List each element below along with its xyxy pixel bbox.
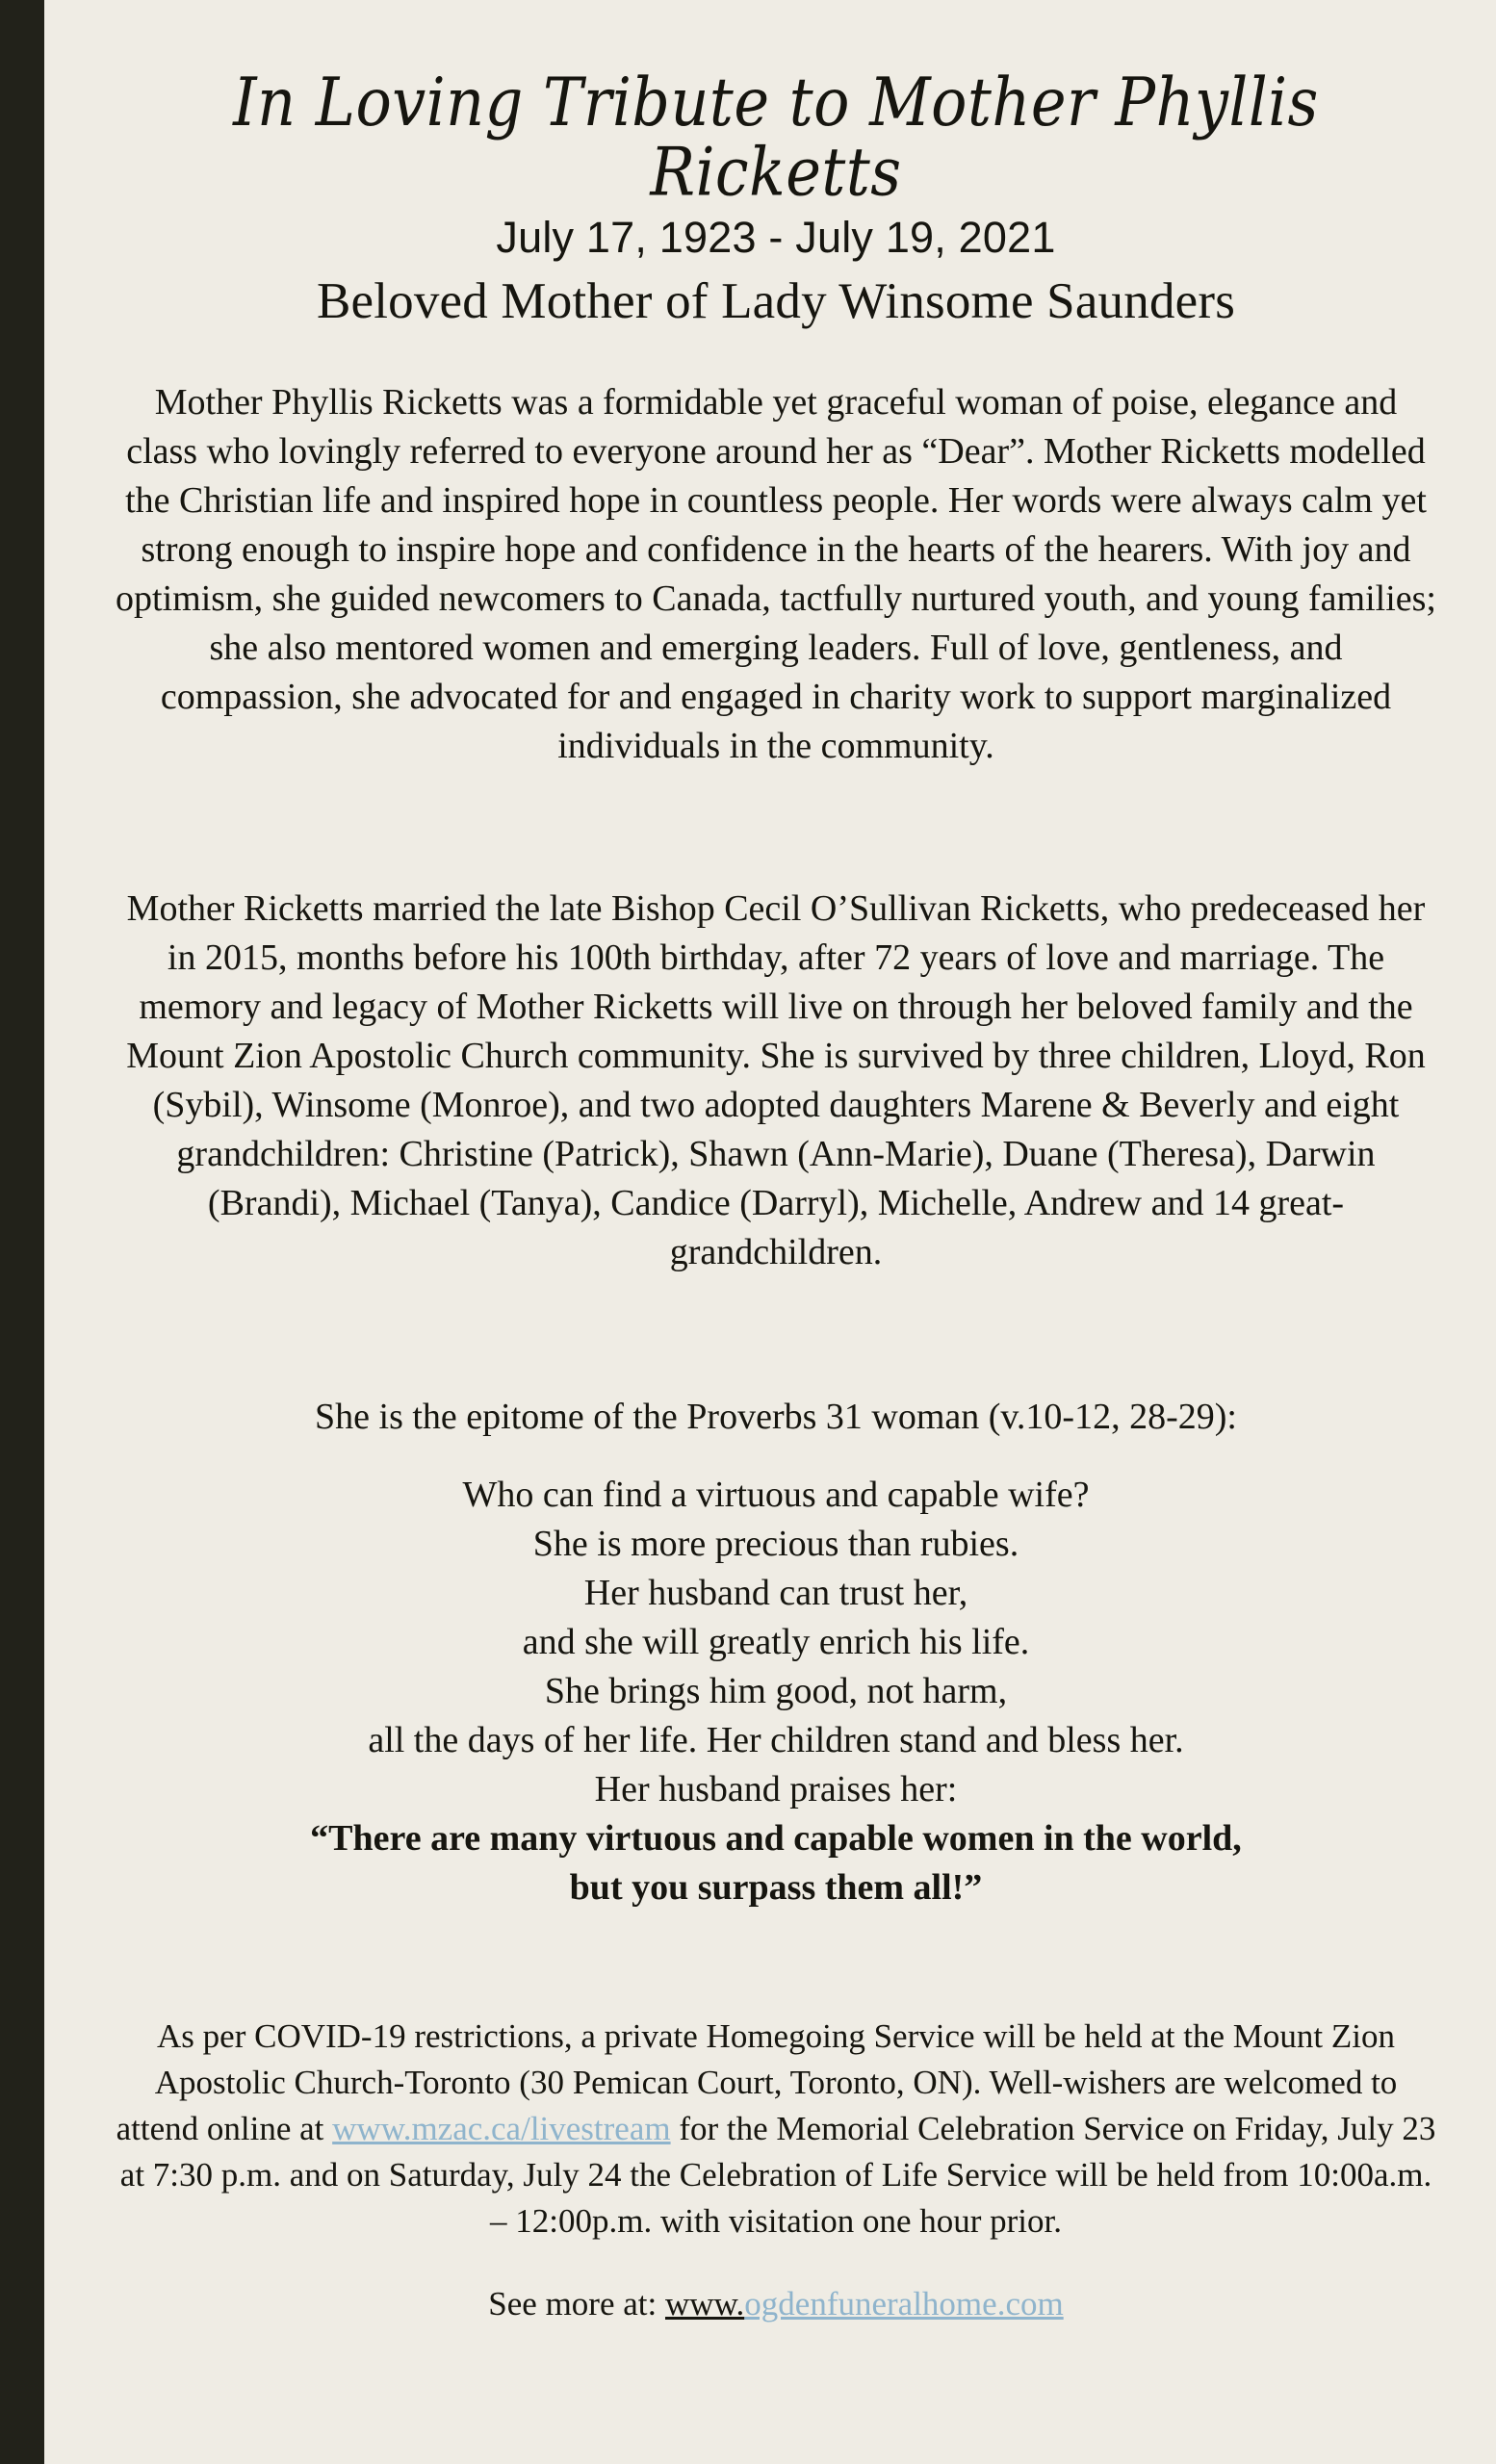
verse-line: Her husband praises her:	[594, 1769, 958, 1810]
tribute-content	[56, 0, 1496, 2464]
service-notice	[116, 2014, 1436, 2245]
see-more-line	[116, 2245, 1436, 2327]
verse-line: She brings him good, not harm,	[544, 1671, 1008, 1712]
funeral-home-link[interactable]: ogdenfuneralhome.com	[744, 2285, 1064, 2323]
left-band-spacer	[44, 0, 56, 2464]
verse-line: Who can find a virtuous and capable wife?	[462, 1475, 1090, 1516]
verse-line: Her husband can trust her,	[583, 1573, 968, 1614]
service-notice-part1: As per COVID-19 restrictions, a private Homegoing Service will be held at the Mount Zion Apostolic Church-Toronto (30 Pemican Court, Toronto, ON). Well-wishers are welcomed to attend online at	[116, 2017, 1398, 2148]
left-decorative-band	[0, 0, 44, 2464]
tribute-paragraph: Mother Phyllis Ricketts was a formidable yet graceful woman of poise, elegance and class who lovingly referred to everyone around her as “Dear”. Mother Ricketts modelled the Christian life and inspired hope in countless people. Her words were always calm yet strong enough to inspire hope and confidence in the hearts of the hearers. With joy and optimism, she guided newcomers to Canada, tactfully nurtured youth, and young families; she also mentored women and emerging leaders. Full of love, gentleness, and compassion, she advocated for and engaged in charity work to support marginalized individuals in the community.	[116, 382, 1436, 767]
verse-line-emphasis: but you surpass them all!”	[569, 1867, 983, 1909]
life-dates: July 17, 1923 - July 19, 2021	[496, 213, 1056, 263]
verse-line: and she will greatly enrich his life.	[522, 1622, 1030, 1663]
scripture-intro: She is the epitome of the Proverbs 31 woman (v.10-12, 28-29):	[315, 1397, 1237, 1438]
verse-line: She is more precious than rubies.	[532, 1524, 1019, 1565]
service-details-block	[116, 1912, 1436, 2327]
page-title: In Loving Tribute to Mother Phyllis Ricketts	[233, 62, 1319, 212]
see-more-label: See more at:	[488, 2285, 658, 2323]
service-notice-part2: for the Memorial Celebration Service on Friday, July 23 at 7:30 p.m. and on Saturday, July 24 the Celebration of Life Service will be held from 10:00a.m. – 12:00p.m. with visitation one hour prior.	[119, 2110, 1436, 2241]
scripture-verse-block	[116, 1442, 1436, 1912]
livestream-link[interactable]: www.mzac.ca/livestream	[332, 2110, 671, 2148]
subtitle-beloved-mother: Beloved Mother of Lady Winsome Saunders	[316, 272, 1236, 329]
verse-line: all the days of her life. Her children stand and bless her.	[368, 1720, 1184, 1761]
see-more-url-prefix[interactable]: www.	[664, 2285, 745, 2323]
family-paragraph: Mother Ricketts married the late Bishop Cecil O’Sullivan Ricketts, who predeceased her in 2015, months before his 100th birthday, after 72 years of love and marriage. The memory and legacy of Mother Ricketts will live on through her beloved family and the Mount Zion Apostolic Church community. She is survived by three children, Lloyd, Ron (Sybil), Winsome (Monroe), and two adopted daughters Marene & Beverly and eight grandchildren: Christine (Patrick), Shawn (Ann-Marie), Duane (Theresa), Darwin (Brandi), Michael (Tanya), Candice (Darryl), Michelle, Andrew and 14 great-grandchildren.	[126, 888, 1426, 1273]
verse-line-emphasis: “There are many virtuous and capable women in the world,	[310, 1818, 1242, 1860]
